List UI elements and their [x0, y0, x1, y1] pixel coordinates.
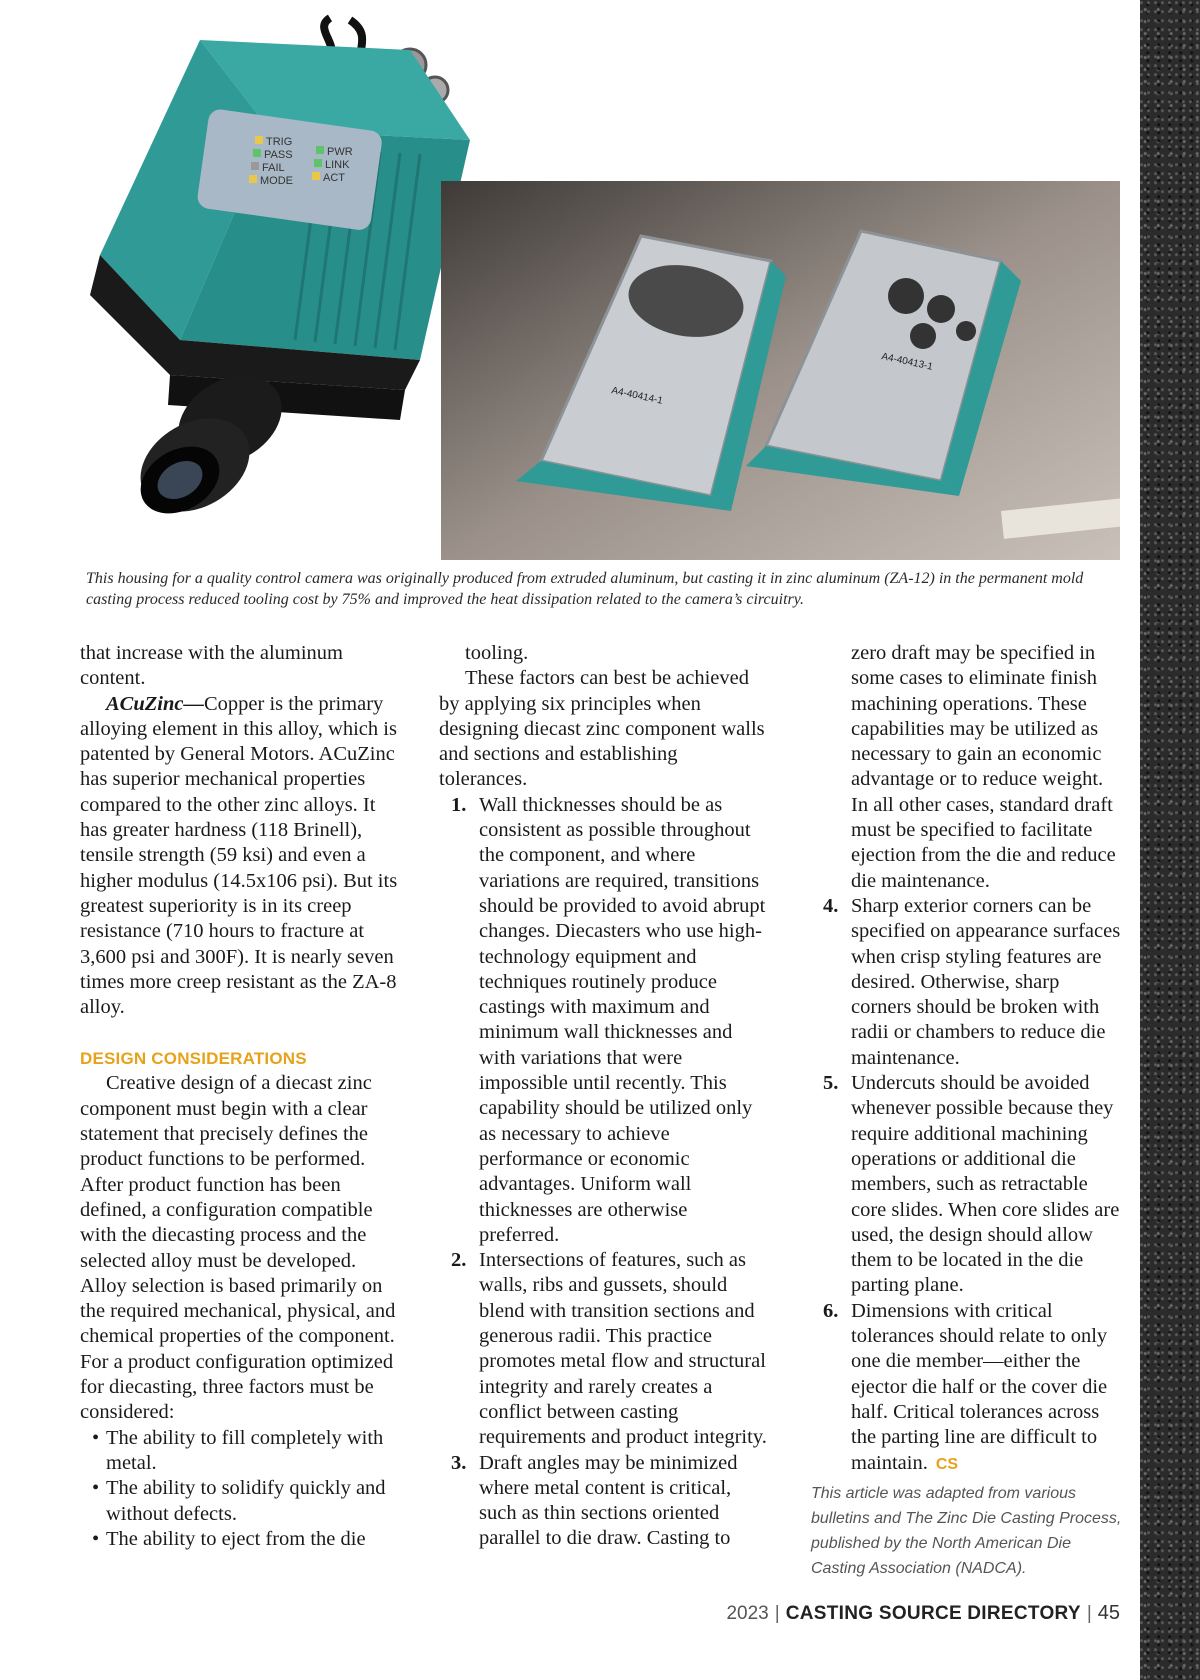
item-text: Undercuts should be avoided whenever possible because they require additional machining operations or additional die members, such as retractable core slides. When core slides are used, the design should allow them to be located in the die parting plane.: [851, 1072, 1120, 1297]
list-item: [439, 1248, 769, 1450]
list-item: [439, 793, 769, 1248]
paragraph-acuzinc: [80, 692, 400, 1021]
item-text: Draft angles may be minimized where metal content is critical, such as thin sections oriented parallel to die draw. Casting to: [479, 1451, 738, 1550]
list-item: [811, 1071, 1123, 1299]
camera-label: TRIG: [266, 136, 293, 148]
die-cast-housings-photo: [441, 181, 1120, 560]
item-number: 2.: [451, 1249, 467, 1272]
figure-caption: This housing for a quality control camera was originally produced from extruded aluminum, but casting it in zinc aluminum (ZA-12) in the permanent mold casting process reduced tooling cost by 75% and improved the heat dissipation related to the camera’s circuitry.: [86, 570, 1084, 608]
item-number: 6.: [823, 1299, 839, 1322]
list-item: [811, 894, 1123, 1071]
publication-name-part: CASTING SOURCE: [785, 1603, 962, 1624]
camera-label: ACT: [323, 172, 345, 184]
list-item: • The ability to fill completely with metal.: [80, 1426, 400, 1477]
numbered-list: [811, 641, 1123, 1477]
text-column-3: [811, 641, 1123, 1581]
camera-photo: [80, 10, 480, 520]
list-item-continued: zero draft may be specified in some cases to eliminate finish machining operations. These capabilities may be utilized as necessary to gain an economic advantage or to reduce weight. In all other cases, standard draft must be specified to facilitate ejection from the die and reduce die maintenance.: [851, 642, 1116, 892]
textured-page-edge: [1140, 0, 1200, 1680]
camera-label: PASS: [264, 149, 293, 161]
paragraph: tooling.: [465, 642, 529, 664]
part-number-label: A4-40413-1: [880, 351, 934, 373]
camera-label: LINK: [325, 159, 350, 171]
paragraph-text: Copper is the primary alloying element in this alloy, which is patented by General Motors. ACuZinc has superior mechanical properties compared to the other zinc alloys. It has greater hardness (118 Brinell), tensile strength (59 ksi) and even a higher modulus (14.5x106 psi). But its greatest superiority is in its creep resistance (710 hours to fracture at 3,600 psi and 300F). It is nearly seven times more creep resistant as the ZA-8 alloy.: [80, 692, 398, 1019]
list-item: • The ability to solidify quickly and without defects.: [80, 1476, 400, 1527]
section-heading: DESIGN CONSIDERATIONS: [80, 1049, 307, 1069]
text-column-1: [80, 641, 400, 1552]
bullet-list: [80, 1426, 400, 1552]
item-number: 5.: [823, 1072, 839, 1095]
paragraph: Creative design of a diecast zinc component must begin with a clear statement that precisely defines the product functions to be performed. After product function has been defined, a configuration compatible with the diecasting process and the selected alloy must be developed. Alloy selection is based primarily on the required mechanical, physical, and chemical properties of the component. For a product configuration optimized for diecasting, three factors must be considered:: [80, 1072, 396, 1424]
item-text: Dimensions with critical tolerances should relate to only one die member—either the ejector die half or the cover die half. Critical tolerances across the parting line are difficult to maintain.: [851, 1299, 1108, 1474]
end-mark: CS: [935, 1455, 959, 1473]
item-number: 3.: [451, 1451, 467, 1474]
camera-label: PWR: [327, 146, 353, 158]
paragraph: These factors can best be achieved by applying six principles when designing diecast zinc component walls and sections and establishing tolerances.: [439, 667, 765, 791]
camera-label: FAIL: [262, 162, 285, 174]
numbered-list: [439, 793, 769, 1552]
footer-year: 2023: [726, 1603, 769, 1624]
item-text: Sharp exterior corners can be specified on appearance surfaces when crisp styling features are desired. Otherwise, sharp corners should be broken with radii or chambers to reduce die maintenance.: [851, 894, 1121, 1069]
list-item: [439, 1451, 769, 1552]
camera-label: MODE: [260, 175, 293, 187]
item-text: Wall thicknesses should be as consistent as possible throughout the component, and where variations are required, transitions should be provided to avoid abrupt changes. Diecasters who use high-technology equipment and techniques routinely produce castings with maximum and minimum wall thicknesses and with variations that were impossible until recently. This capability should be utilized only as necessary to achieve performance or economic advantages. Uniform wall thicknesses are otherwise preferred.: [479, 793, 766, 1246]
page-number: 45: [1097, 1602, 1120, 1624]
footer-separator: |: [1086, 1603, 1092, 1624]
article-credit: This article was adapted from various bulletins and The Zinc Die Casting Process, published by the North American Die Casting Association (NADCA).: [811, 1484, 1122, 1577]
item-text: Intersections of features, such as walls, ribs and gussets, should blend with transition sections and generous radii. This practice promotes metal flow and structural integrity and rarely creates a conflict between casting requirements and product integrity.: [479, 1249, 767, 1449]
footer-separator: |: [774, 1603, 780, 1624]
part-number-label: A4-40414-1: [610, 385, 664, 407]
run-in-heading: ACuZinc—: [106, 692, 204, 715]
page-footer: [726, 1602, 1120, 1625]
list-item: • The ability to eject from the die: [80, 1527, 400, 1552]
item-number: 4.: [823, 894, 839, 917]
text-column-2: [439, 641, 769, 1552]
item-number: 1.: [451, 793, 467, 816]
publication-name-bold: DIRECTORY: [967, 1603, 1081, 1624]
paragraph: that increase with the aluminum content.: [80, 642, 344, 690]
list-item: [811, 1299, 1123, 1477]
